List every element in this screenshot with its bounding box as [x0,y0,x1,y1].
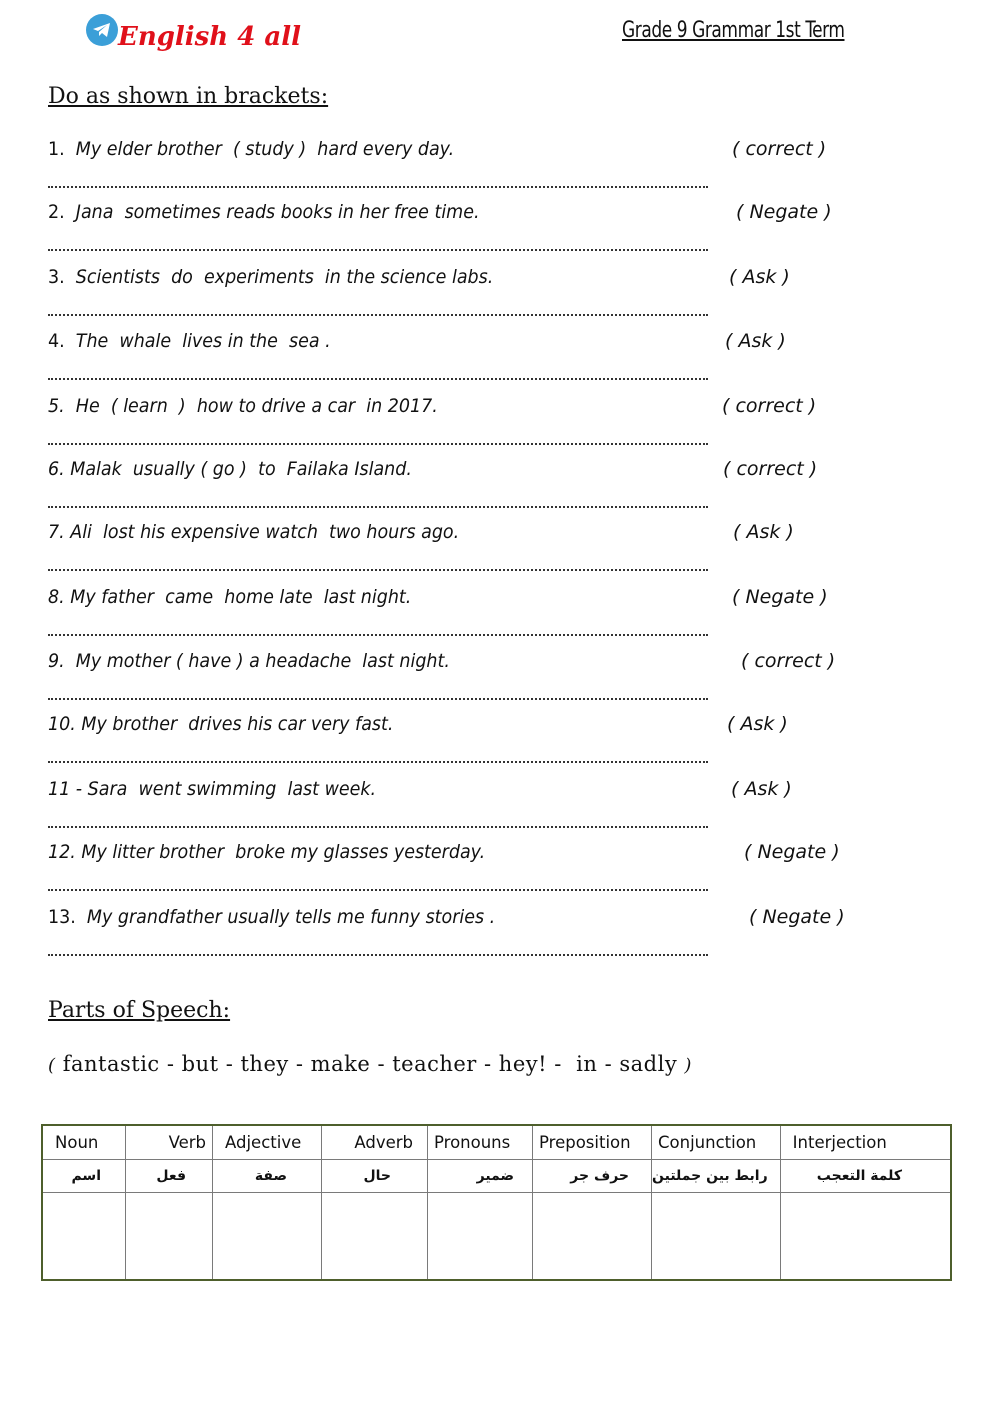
exercise-sentence [48,841,485,863]
exercise-sentence [48,201,480,223]
exercise-number: 11 - [48,778,83,800]
col-adjective: Adjective [225,1133,302,1152]
exercise-text: Malak usually ( go ) to Failaka Island. [64,458,412,480]
exercise-instruction: ( Ask ) [729,266,790,288]
answer-cell[interactable] [533,1193,652,1281]
answer-cell[interactable] [126,1193,213,1281]
arabic-adjective: صفة [254,1168,287,1184]
exercise-instruction: ( Ask ) [733,521,794,543]
exercise-text: My elder brother ( study ) hard every day. [64,138,455,160]
answer-line[interactable] [48,690,708,700]
exercise-number: 12. [48,841,76,863]
exercise-text: Jana sometimes reads books in her free time. [64,201,480,223]
exercise-sentence [48,395,438,417]
answer-cell[interactable] [428,1193,533,1281]
exercise-instruction: ( Ask ) [731,778,792,800]
exercise-sentence [48,330,331,352]
exercise-instruction: ( correct ) [722,395,817,417]
answer-line[interactable] [48,946,708,956]
exercise-number: 4. [48,330,65,352]
brand-title: English 4 all [118,22,301,52]
exercise-number: 6. [48,458,65,480]
exercise-sentence [48,586,411,608]
exercise-sentence [48,650,450,672]
exercise-instruction: ( Negate ) [749,906,845,928]
exercise-text: My grandfather usually tells me funny stories . [75,906,496,928]
arabic-interjection: كلمة التعجب [816,1168,902,1184]
arabic-conjunction: رابط بين جملتين [652,1168,768,1184]
exercise-sentence [48,266,493,288]
exercise-text: Ali lost his expensive watch two hours ago. [64,521,460,543]
answer-cell[interactable] [213,1193,322,1281]
exercise-text: The whale lives in the sea . [64,330,331,352]
answer-line[interactable] [48,626,708,636]
arabic-verb: فعل [156,1168,186,1184]
parts-of-speech-table [41,1124,952,1281]
arabic-adverb: حال [363,1168,391,1184]
exercise-number: 7. [48,521,65,543]
exercise-sentence [48,138,454,160]
section-title-brackets: Do as shown in brackets: [48,84,329,109]
exercise-instruction: ( correct ) [732,138,827,160]
exercise-instruction: ( Ask ) [725,330,786,352]
arabic-preposition: حرف جر [570,1168,629,1184]
arabic-pronoun: ضمير [476,1168,514,1184]
answer-line[interactable] [48,498,708,508]
word-bank: ( fantastic - but - they - make - teacher - hey! - in - sadly ) [48,1052,692,1076]
exercise-number: 9. [48,650,65,672]
exercise-sentence [48,906,495,928]
telegram-icon [86,14,118,46]
exercise-number: 8. [48,586,65,608]
exercise-text: My father came home late last night. [64,586,412,608]
exercise-number: 5. [48,395,65,417]
exercise-text: He ( learn ) how to drive a car in 2017. [64,395,438,417]
exercise-instruction: ( Negate ) [732,586,828,608]
grade-title: Grade 9 Grammar 1st Term [622,18,845,43]
exercise-number: 2. [48,201,65,223]
col-interjection: Interjection [792,1133,887,1152]
col-conjunction: Conjunction [658,1133,757,1152]
exercise-sentence [48,713,393,735]
answer-line[interactable] [48,753,708,763]
exercise-number: 13. [48,906,76,928]
answer-cell[interactable] [780,1193,951,1281]
exercise-text: Sara went swimming last week. [82,778,377,800]
answer-cell[interactable] [652,1193,781,1281]
exercise-sentence [48,521,459,543]
col-verb: Verb [168,1133,206,1152]
exercise-instruction: ( correct ) [723,458,818,480]
col-preposition: Preposition [539,1133,631,1152]
answer-cell[interactable] [322,1193,428,1281]
brand [86,8,301,52]
exercise-sentence [48,778,376,800]
answer-line[interactable] [48,306,708,316]
col-pronouns: Pronouns [434,1133,511,1152]
exercise-text: My litter brother broke my glasses yesterday. [75,841,486,863]
answer-line[interactable] [48,561,708,571]
exercise-instruction: ( correct ) [741,650,836,672]
answer-cell[interactable] [42,1193,126,1281]
answer-line[interactable] [48,241,708,251]
answer-line[interactable] [48,818,708,828]
exercise-instruction: ( Negate ) [744,841,840,863]
exercise-number: 1. [48,138,65,160]
col-adverb: Adverb [354,1133,413,1152]
exercise-text: Scientists do experiments in the science labs. [64,266,494,288]
answer-line[interactable] [48,370,708,380]
arabic-noun: اسم [71,1168,101,1184]
exercise-text: My mother ( have ) a headache last night. [64,650,450,672]
exercise-number: 10. [48,713,76,735]
answer-line[interactable] [48,881,708,891]
exercise-instruction: ( Negate ) [736,201,832,223]
section-title-parts-of-speech: Parts of Speech: [48,998,231,1023]
answer-line[interactable] [48,178,708,188]
exercise-sentence [48,458,412,480]
exercise-text: My brother drives his car very fast. [75,713,394,735]
exercise-number: 3. [48,266,65,288]
exercise-instruction: ( Ask ) [727,713,788,735]
col-noun: Noun [55,1133,99,1152]
answer-line[interactable] [48,435,708,445]
